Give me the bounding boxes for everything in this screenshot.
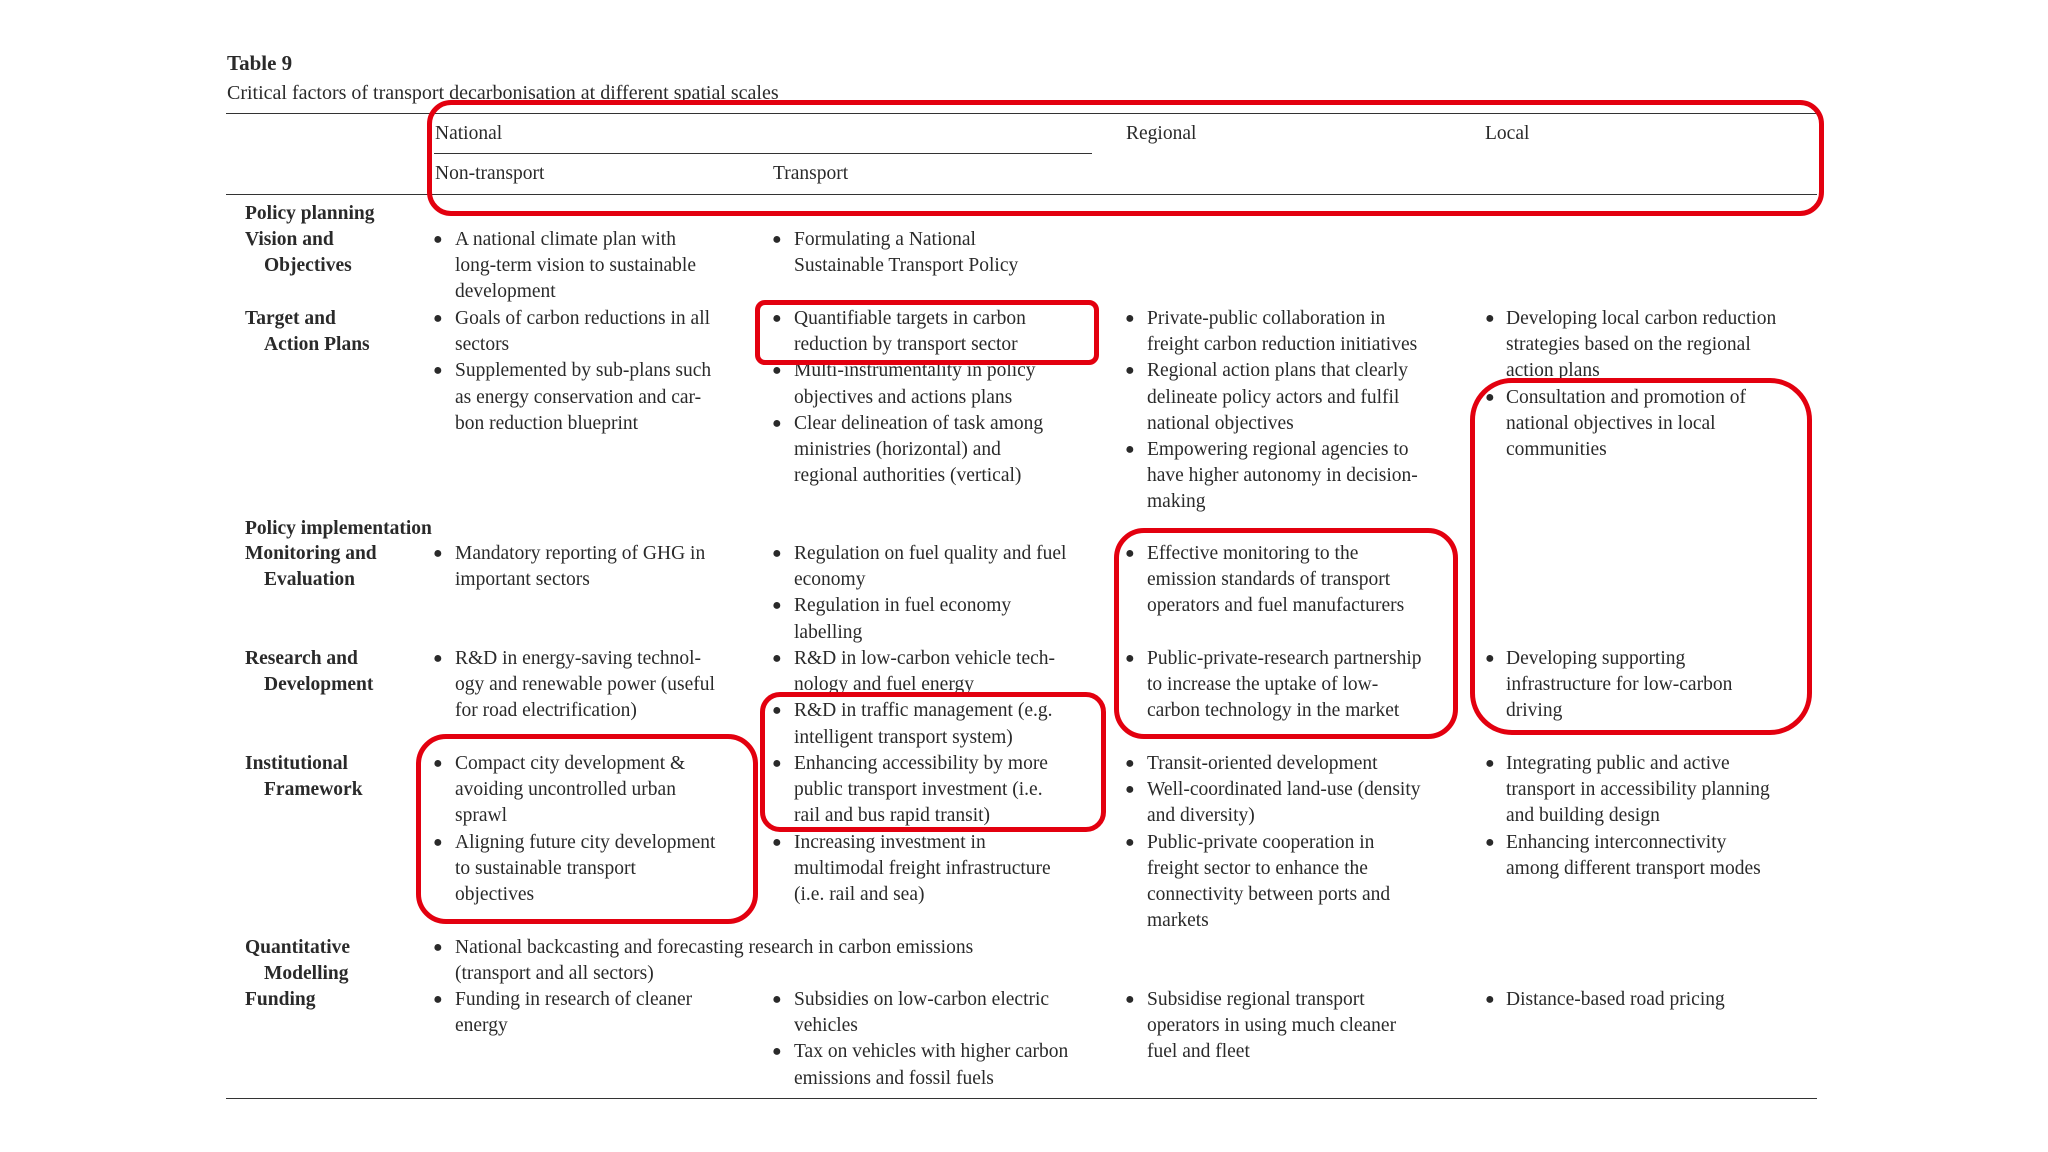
cell-funding-transport-item: Subsidies on low-carbon electric xyxy=(794,989,1050,1010)
row-label-research: Development xyxy=(264,674,374,696)
bullet-icon: ● xyxy=(1125,545,1135,562)
cell-research-regional-item: to increase the uptake of low- xyxy=(1147,674,1379,696)
cell-research-transport-item: intelligent transport system) xyxy=(794,726,1013,748)
cell-funding-local-item: Distance-based road pricing xyxy=(1506,989,1725,1010)
cell-target-local-item: action plans xyxy=(1506,360,1600,382)
cell-institutional-local-item: Integrating public and active xyxy=(1506,753,1730,774)
bullet-icon: ● xyxy=(1485,650,1495,667)
row-label-quantitative: Modelling xyxy=(264,963,349,985)
cell-monitoring-transport-item: Regulation in fuel economy xyxy=(794,595,1012,617)
row-label-research: Research and xyxy=(245,648,358,669)
cell-research-local-item: infrastructure for low-carbon xyxy=(1506,674,1733,696)
cell-institutional-regional-item: Public-private cooperation in xyxy=(1147,831,1375,853)
cell-institutional-non-transport-item: avoiding uncontrolled urban xyxy=(455,779,676,801)
bullet-icon: ● xyxy=(772,833,782,851)
bullet-icon: ● xyxy=(433,650,443,667)
highlight-header xyxy=(427,100,1824,216)
cell-target-local-item: Developing local carbon reduction xyxy=(1506,308,1777,329)
cell-institutional-non-transport-item: sprawl xyxy=(455,805,507,827)
cell-target-regional-item: national objectives xyxy=(1147,412,1294,434)
cell-target-regional-item: delineate policy actors and fulfil xyxy=(1147,386,1400,408)
cell-research-regional-item: Public-private-research partnership xyxy=(1147,648,1422,669)
row-label-monitoring: Monitoring and xyxy=(245,543,377,564)
bullet-icon: ● xyxy=(1485,310,1495,327)
cell-target-non-transport-item: bon reduction blueprint xyxy=(455,412,639,434)
row-label-target: Action Plans xyxy=(264,334,370,356)
highlight-quantifiable-targets xyxy=(755,300,1099,365)
bottom-rule xyxy=(226,1098,1817,1099)
bullet-icon: ● xyxy=(772,362,782,380)
header-transport: Transport xyxy=(773,163,849,184)
cell-funding-regional-item: Subsidise regional transport xyxy=(1147,989,1365,1010)
cell-funding-transport-item: vehicles xyxy=(794,1015,858,1037)
bullet-icon: ● xyxy=(1125,991,1135,1008)
header-regional: Regional xyxy=(1126,123,1197,144)
bullet-icon: ● xyxy=(772,310,782,327)
bullet-icon: ● xyxy=(433,755,443,772)
cell-vision-transport-item: Formulating a National xyxy=(794,229,976,250)
cell-research-transport-item: R&D in low-carbon vehicle tech- xyxy=(794,648,1055,669)
bullet-icon: ● xyxy=(1485,755,1495,772)
cell-target-transport-item: Multi-instrumentality in policy xyxy=(794,360,1036,382)
bullet-icon: ● xyxy=(772,545,782,562)
bullet-icon: ● xyxy=(772,755,782,772)
cell-research-local-item: driving xyxy=(1506,700,1563,722)
header-national: National xyxy=(435,123,503,144)
cell-monitoring-non-transport-item: Mandatory reporting of GHG in xyxy=(455,543,706,564)
cell-target-local-item: communities xyxy=(1506,439,1607,460)
bullet-icon: ● xyxy=(433,231,443,248)
cell-institutional-regional-item: and diversity) xyxy=(1147,805,1255,827)
cell-target-local-item: Consultation and promotion of xyxy=(1506,386,1746,408)
cell-funding-transport-item: Tax on vehicles with higher carbon xyxy=(794,1041,1069,1063)
cell-target-non-transport-item: sectors xyxy=(455,334,510,356)
bullet-icon: ● xyxy=(433,833,443,851)
cell-institutional-local-item: transport in accessibility planning xyxy=(1506,779,1770,801)
cell-institutional-non-transport-item: to sustainable transport xyxy=(455,857,636,879)
highlight-regional-monitoring xyxy=(1114,528,1458,739)
cell-target-transport-item: Clear delineation of task among xyxy=(794,412,1044,434)
cell-institutional-regional-item: Transit-oriented development xyxy=(1147,753,1378,774)
cell-institutional-transport-item: public transport investment (i.e. xyxy=(794,779,1043,801)
cell-target-non-transport-item: as energy conservation and car- xyxy=(455,386,702,408)
cell-vision-non-transport-item: long-term vision to sustainable xyxy=(455,255,697,277)
cell-target-regional-item: have higher autonomy in decision- xyxy=(1147,465,1418,487)
bullet-icon: ● xyxy=(772,231,782,248)
cell-target-regional-item: making xyxy=(1147,491,1206,513)
bullet-icon: ● xyxy=(1125,362,1135,380)
row-label-funding: Funding xyxy=(245,989,316,1010)
bullet-icon: ● xyxy=(772,1043,782,1061)
cell-quantitative-national-item: (transport and all sectors) xyxy=(455,963,654,985)
cell-vision-non-transport-item: A national climate plan with xyxy=(455,229,676,250)
highlight-compact-city xyxy=(416,734,758,924)
cell-target-transport-item: regional authorities (vertical) xyxy=(794,465,1022,487)
cell-research-non-transport-item: ogy and renewable power (useful xyxy=(455,674,715,696)
cell-monitoring-regional-item: emission standards of transport xyxy=(1147,569,1391,591)
bullet-icon: ● xyxy=(772,414,782,432)
table-label: Table 9 xyxy=(227,51,293,75)
cell-research-non-transport-item: R&D in energy-saving technol- xyxy=(455,648,702,669)
cell-vision-transport-item: Sustainable Transport Policy xyxy=(794,255,1019,277)
section-policy-planning: Policy planning xyxy=(245,203,375,224)
cell-monitoring-transport-item: labelling xyxy=(794,621,863,643)
bullet-icon: ● xyxy=(433,362,443,380)
cell-target-transport-item: ministries (horizontal) and xyxy=(794,439,1001,460)
bullet-icon: ● xyxy=(1485,991,1495,1008)
cell-research-regional-item: carbon technology in the market xyxy=(1147,700,1400,722)
row-label-institutional: Framework xyxy=(264,779,363,801)
cell-institutional-local-item: and building design xyxy=(1506,805,1660,827)
cell-institutional-transport-item: multimodal freight infrastructure xyxy=(794,857,1051,879)
bullet-icon: ● xyxy=(433,939,443,956)
header-local: Local xyxy=(1485,123,1530,144)
bullet-icon: ● xyxy=(1125,833,1135,851)
cell-institutional-transport-item: (i.e. rail and sea) xyxy=(794,884,925,905)
cell-institutional-regional-item: Well-coordinated land-use (density xyxy=(1147,779,1421,801)
row-label-target: Target and xyxy=(245,308,336,329)
bullet-icon: ● xyxy=(1125,441,1135,458)
cell-funding-non-transport-item: energy xyxy=(455,1015,508,1037)
cell-target-transport-item: Quantifiable targets in carbon xyxy=(794,308,1026,329)
row-label-vision: Objectives xyxy=(264,255,352,277)
cell-funding-transport-item: emissions and fossil fuels xyxy=(794,1067,994,1089)
bullet-icon: ● xyxy=(1125,650,1135,667)
cell-quantitative-national-item: National backcasting and forecasting research in carbon emissions xyxy=(455,937,974,958)
cell-target-regional-item: Empowering regional agencies to xyxy=(1147,439,1409,460)
cell-target-transport-item: objectives and actions plans xyxy=(794,386,1013,408)
cell-target-non-transport-item: Supplemented by sub-plans such xyxy=(455,360,712,382)
cell-research-non-transport-item: for road electrification) xyxy=(455,700,637,722)
cell-funding-regional-item: fuel and fleet xyxy=(1147,1041,1250,1063)
cell-institutional-non-transport-item: objectives xyxy=(455,884,535,905)
cell-institutional-local-item: Enhancing interconnectivity xyxy=(1506,831,1727,853)
bullet-icon: ● xyxy=(772,991,782,1008)
cell-target-regional-item: freight carbon reduction initiatives xyxy=(1147,334,1418,356)
bullet-icon: ● xyxy=(772,702,782,720)
bullet-icon: ● xyxy=(1485,833,1495,851)
bullet-icon: ● xyxy=(433,310,443,327)
cell-institutional-transport-item: rail and bus rapid transit) xyxy=(794,805,991,827)
bullet-icon: ● xyxy=(1125,781,1135,799)
cell-vision-non-transport-item: development xyxy=(455,281,556,303)
bullet-icon: ● xyxy=(1125,755,1135,772)
cell-monitoring-transport-item: economy xyxy=(794,569,866,591)
row-label-monitoring: Evaluation xyxy=(264,569,356,591)
cell-target-local-item: strategies based on the regional xyxy=(1506,334,1751,356)
cell-institutional-local-item: among different transport modes xyxy=(1506,857,1761,879)
header-non-transport: Non-transport xyxy=(435,163,545,184)
bullet-icon: ● xyxy=(772,597,782,615)
cell-research-transport-item: nology and fuel energy xyxy=(794,674,974,696)
cell-monitoring-regional-item: operators and fuel manufacturers xyxy=(1147,595,1405,617)
cell-monitoring-transport-item: Regulation on fuel quality and fuel xyxy=(794,543,1067,564)
cell-institutional-regional-item: markets xyxy=(1147,910,1209,932)
row-label-institutional: Institutional xyxy=(245,753,348,774)
cell-research-local-item: Developing supporting xyxy=(1506,648,1686,669)
cell-research-transport-item: R&D in traffic management (e.g. xyxy=(794,700,1053,722)
cell-monitoring-non-transport-item: important sectors xyxy=(455,569,590,591)
cell-institutional-transport-item: Enhancing accessibility by more xyxy=(794,753,1048,774)
section-policy-implementation: Policy implementation xyxy=(245,518,432,539)
highlight-local-consultation xyxy=(1470,378,1812,735)
cell-funding-regional-item: operators in using much cleaner xyxy=(1147,1015,1397,1037)
cell-monitoring-regional-item: Effective monitoring to the xyxy=(1147,543,1359,564)
row-label-quantitative: Quantitative xyxy=(245,937,351,958)
row-label-vision: Vision and xyxy=(245,229,334,250)
bullet-icon: ● xyxy=(772,650,782,667)
cell-target-transport-item: reduction by transport sector xyxy=(794,334,1018,356)
cell-target-non-transport-item: Goals of carbon reductions in all xyxy=(455,308,711,329)
bullet-icon: ● xyxy=(433,545,443,562)
cell-target-regional-item: Regional action plans that clearly xyxy=(1147,360,1408,382)
cell-target-regional-item: Private-public collaboration in xyxy=(1147,308,1386,329)
bullet-icon: ● xyxy=(1125,310,1135,327)
cell-target-local-item: national objectives in local xyxy=(1506,412,1716,434)
cell-institutional-non-transport-item: Compact city development & xyxy=(455,753,686,774)
cell-institutional-regional-item: connectivity between ports and xyxy=(1147,884,1391,905)
bullet-icon: ● xyxy=(433,991,443,1008)
bullet-icon: ● xyxy=(1485,388,1495,406)
table-title: Critical factors of transport decarbonisation at different spatial scales xyxy=(227,82,779,104)
cell-institutional-transport-item: Increasing investment in xyxy=(794,831,986,853)
cell-institutional-non-transport-item: Aligning future city development xyxy=(455,831,716,853)
highlight-traffic-management xyxy=(760,692,1106,832)
cell-institutional-regional-item: freight sector to enhance the xyxy=(1147,857,1368,879)
cell-funding-non-transport-item: Funding in research of cleaner xyxy=(455,989,693,1010)
